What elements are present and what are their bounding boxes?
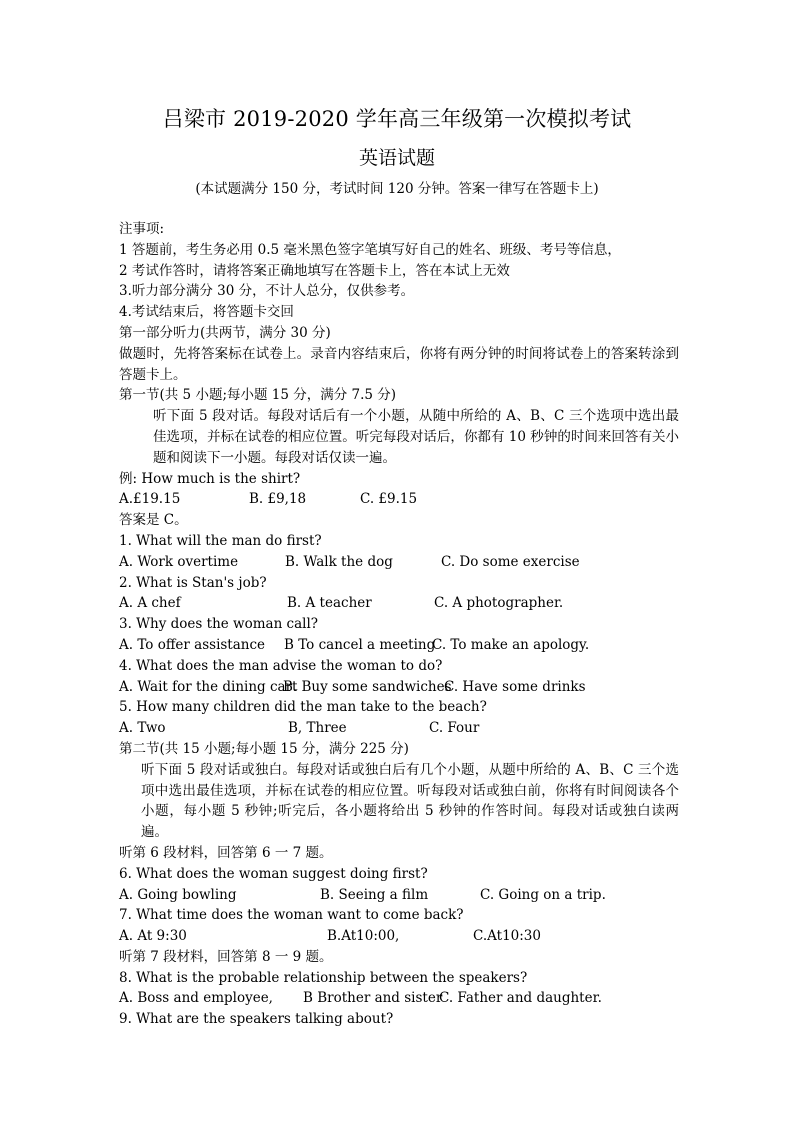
question-1: 1. What will the man do first? [119, 532, 322, 549]
question-1-options [119, 552, 679, 573]
option-c: C. £9.15 [360, 491, 418, 508]
page-subtitle: 英语试题 [358, 147, 435, 169]
question-8: 8. What is the probable relationship between the speakers? [119, 969, 528, 986]
material-6-heading: 听第 6 段材料，回答第 6 一 7 题。 [119, 844, 333, 861]
option-c: C.At10:30 [473, 928, 541, 945]
question-6-options [119, 885, 679, 906]
page-title: 吕梁市 2019-2020 学年高三年级第一次模拟考试 [162, 107, 632, 131]
instruction-item: 1 答题前，考生务必用 0.5 毫米黑色签字笔填写好自己的姓名、班级、考号等信息， [119, 241, 621, 258]
question-2: 2. What is Stan's job? [119, 574, 267, 591]
question-4: 4. What does the man advise the woman to do? [119, 657, 443, 674]
option-b: B. A teacher [287, 595, 372, 612]
part1-intro: 做题时，先将答案标在试卷上。录音内容结束后，你将有两分钟的时间将试卷上的答案转涂到答题卡上。 [119, 345, 679, 383]
option-a: A. Going bowling [119, 886, 237, 903]
exam-note: (本试题满分 150 分，考试时间 120 分钟。答案一律写在答题卡上) [195, 181, 599, 197]
question-5-options [119, 718, 679, 739]
section2-heading: 第二节(共 15 小题;每小题 15 分，满分 225 分) [119, 740, 409, 757]
question-7: 7. What time does the woman want to come back? [119, 907, 464, 924]
option-a: A. Wait for the dining cart [119, 678, 298, 695]
example-question: 例: How much is the shirt? [119, 470, 301, 487]
exam-body [119, 219, 679, 1030]
option-a: A. To offer assistance [119, 636, 266, 653]
option-c: C. Four [429, 720, 480, 737]
section2-intro: 听下面 5 段对话或独白。每段对话或独白后有几个小题，从题中所给的 A、B、C 三个选项中选出最佳选项，并标在试卷的相应位置。听每段对话或独白前，你将有时间阅读各个小题，每小题 5 秒钟;听完后，各小题将给出 5 秒钟的作答时间。每段对话或独白读两遍。 [141, 761, 679, 841]
question-3: 3. Why does the woman call? [119, 616, 319, 633]
question-7-options [119, 926, 679, 947]
question-8-options [119, 988, 679, 1009]
option-a: A. A chef [119, 595, 181, 612]
option-b: B. £9,18 [249, 491, 307, 508]
option-c: C. Going on a trip. [480, 886, 606, 903]
example-answer: 答案是 C。 [119, 512, 188, 529]
option-a: A. At 9:30 [119, 928, 187, 945]
option-b: B. Walk the dog [285, 553, 393, 570]
part1-heading: 第一部分听力(共两节，满分 30 分) [119, 324, 331, 341]
question-6: 6. What does the woman suggest doing first? [119, 865, 428, 882]
question-2-options [119, 593, 679, 614]
option-a: A. Boss and employee, [119, 990, 273, 1007]
instruction-item: 2 考试作答时，请将答案正确地填写在答题卡上，答在本试上无效 [119, 262, 510, 279]
option-c: C. To make an apology. [432, 636, 590, 653]
option-c: C. Have some drinks [444, 678, 586, 695]
option-a: A. Two [119, 720, 166, 737]
question-4-options [119, 677, 679, 698]
instruction-item: 3.听力部分满分 30 分，不计人总分，仅供参考。 [119, 283, 415, 300]
instructions-heading: 注事项: [119, 221, 165, 237]
option-b: B.At10:00, [327, 928, 400, 945]
section1-intro: 听下面 5 段对话。每段对话后有一个小题，从随中所给的 A、B、C 三个选项中选出最佳选项，并标在试卷的相应位置。听完每段对话后，你都有 10 秒钟的时间来回答有关小题和阅读下一小题。每段对话仅读一遍。 [153, 408, 679, 466]
option-b: B To cancel a meeting [284, 636, 436, 653]
instruction-item: 4.考试结束后，将答题卡交回 [119, 304, 294, 321]
option-c: C. Father and daughter. [439, 990, 602, 1007]
option-b: B. Buy some sandwiches [283, 678, 452, 695]
option-b: B. Seeing a film [320, 886, 429, 903]
option-c: C. A photographer. [434, 595, 564, 612]
question-5: 5. How many children did the man take to the beach? [119, 699, 487, 716]
option-b: B, Three [288, 720, 347, 737]
option-a: A. Work overtime [119, 553, 239, 570]
question-3-options [119, 635, 679, 656]
option-c: C. Do some exercise [441, 553, 580, 570]
option-b: B Brother and sister [303, 990, 443, 1007]
option-a: A.£19.15 [119, 491, 181, 508]
example-options [119, 489, 679, 510]
material-7-heading: 听第 7 段材料，回答第 8 一 9 题。 [119, 948, 333, 965]
section1-heading: 第一节(共 5 小题;每小题 15 分，满分 7.5 分) [119, 387, 397, 404]
question-9: 9. What are the speakers talking about? [119, 1011, 394, 1028]
